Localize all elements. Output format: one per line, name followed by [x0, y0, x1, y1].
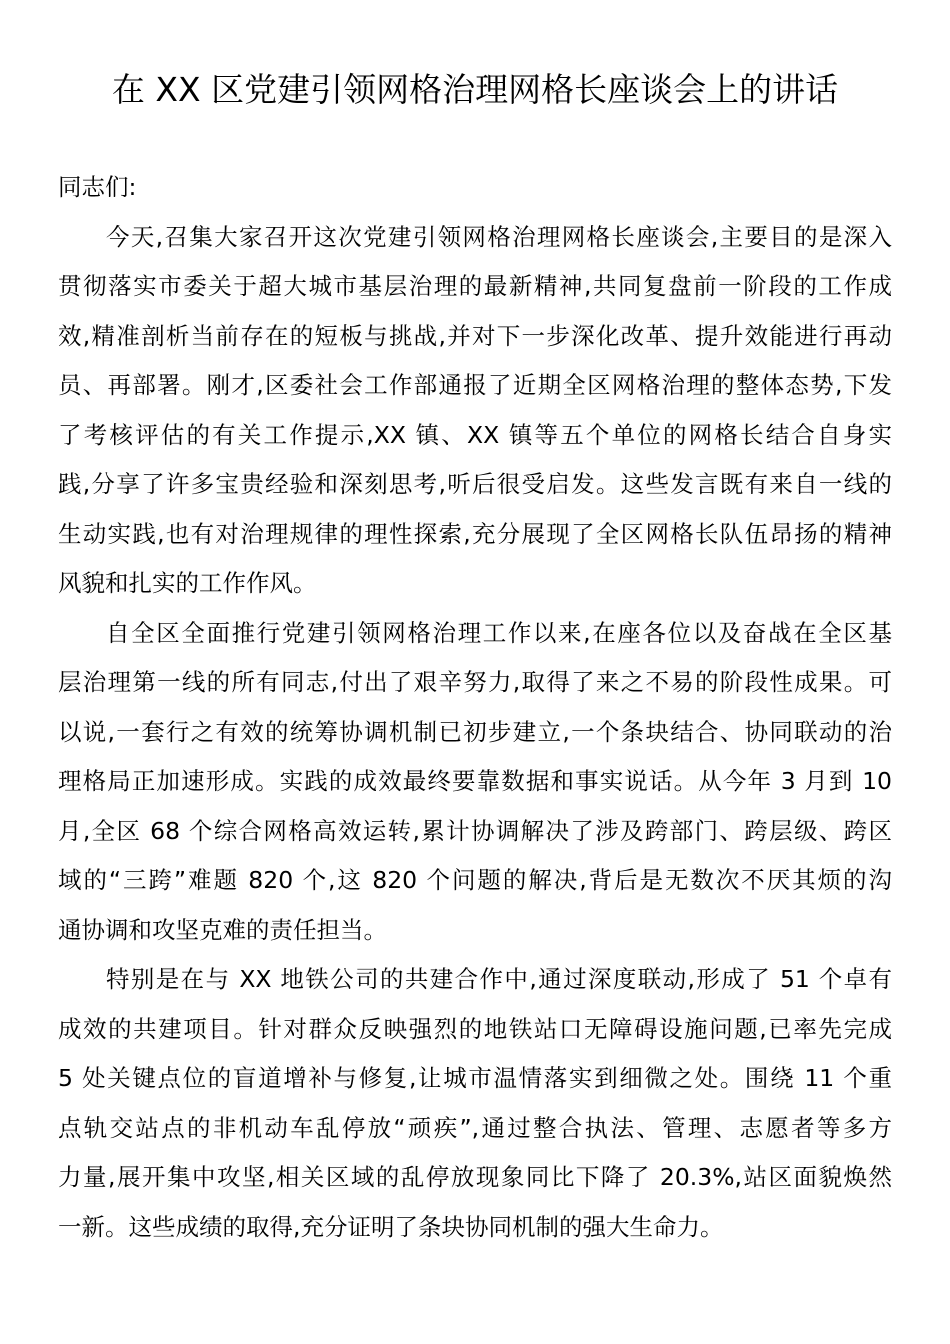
paragraph-line: 风貌和扎实的工作作风。 [58, 569, 317, 597]
paragraph-line: 今天,召集大家召开这次党建引领网格治理网格长座谈会,主要目的是深入 [106, 222, 892, 251]
paragraph-line: 域的“三跨”难题 820 个,这 820 个问题的解决,背后是无数次不厌其烦的沟 [58, 866, 892, 894]
paragraph-line: 特别是在与 XX 地铁公司的共建合作中,通过深度联动,形成了 51 个卓有 [106, 965, 892, 993]
paragraph-line: 5 处关键点位的盲道增补与修复,让城市温情落实到细微之处。围绕 11 个重 [58, 1064, 892, 1092]
document-body [58, 163, 892, 1252]
paragraph-line: 贯彻落实市委关于超大城市基层治理的最新精神,共同复盘前一阶段的工作成 [58, 272, 892, 300]
paragraph-line: 通协调和攻坚克难的责任担当。 [58, 915, 387, 944]
paragraph-line: 自全区全面推行党建引领网格治理工作以来,在座各位以及奋战在全区基 [106, 618, 892, 647]
paragraph-line: 点轨交站点的非机动车乱停放“顽疾”,通过整合执法、管理、志愿者等多方 [58, 1113, 892, 1142]
document-title: 在 XX 区党建引领网格治理网格长座谈会上的讲话 [111, 70, 839, 109]
paragraph-line: 生动实践,也有对治理规律的理性探索,充分展现了全区网格长队伍昂扬的精神 [58, 519, 892, 548]
paragraph-line: 理格局正加速形成。实践的成效最终要靠数据和事实说话。从今年 3 月到 10 [58, 767, 892, 795]
paragraph-line: 月,全区 68 个综合网格高效运转,累计协调解决了涉及跨部门、跨层级、跨区 [58, 816, 892, 845]
paragraph-line: 层治理第一线的所有同志,付出了艰辛努力,取得了来之不易的阶段性成果。可 [58, 668, 892, 696]
paragraph-line: 效,精准剖析当前存在的短板与挑战,并对下一步深化改革、提升效能进行再动 [58, 321, 892, 350]
paragraph-line: 践,分享了许多宝贵经验和深刻思考,听后很受启发。这些发言既有来自一线的 [58, 470, 892, 498]
paragraph-line: 了考核评估的有关工作提示,XX 镇、XX 镇等五个单位的网格长结合自身实 [58, 420, 892, 449]
paragraph-1 [58, 213, 892, 609]
paragraph-line: 力量,展开集中攻坚,相关区域的乱停放现象同比下降了 20.3%,站区面貌焕然 [58, 1163, 892, 1191]
paragraph-line: 一新。这些成绩的取得,充分证明了条块协同机制的强大生命力。 [58, 1212, 724, 1241]
paragraph-line: 成效的共建项目。针对群众反映强烈的地铁站口无障碍设施问题,已率先完成 [58, 1014, 892, 1043]
salutation: 同志们: [58, 173, 137, 201]
paragraph-line: 员、再部署。刚才,区委社会工作部通报了近期全区网格治理的整体态势,下发 [58, 371, 892, 399]
paragraph-line: 以说,一套行之有效的统筹协调机制已初步建立,一个条块结合、协同联动的治 [58, 717, 892, 746]
paragraph-2 [58, 609, 892, 956]
paragraph-3 [58, 955, 892, 1252]
